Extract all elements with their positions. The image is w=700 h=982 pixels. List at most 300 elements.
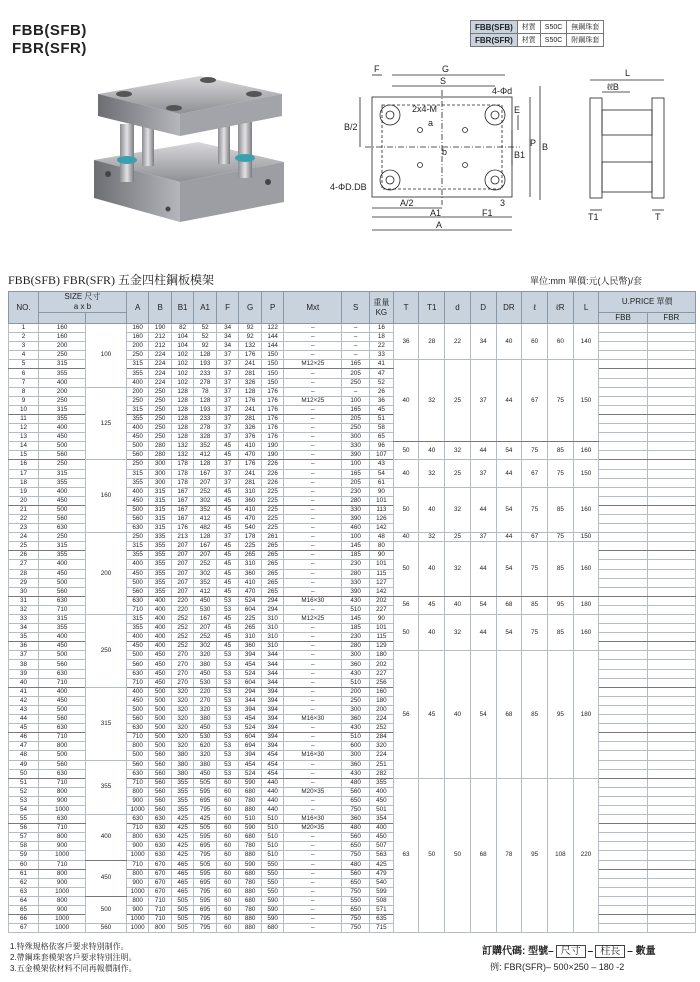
material-label: 材質 — [517, 21, 540, 34]
cell-weight: 450 — [370, 796, 394, 805]
cell-B1: 252 — [171, 615, 194, 624]
cell-no: 39 — [9, 669, 39, 678]
cell-P: 176 — [261, 414, 284, 423]
cell-B1: 207 — [171, 578, 194, 587]
material-note: 附鋼珠套 — [567, 34, 604, 47]
cell-weight: 715 — [370, 924, 394, 933]
cell-B1: 380 — [171, 751, 194, 760]
cell-weight: 16 — [370, 324, 394, 333]
col-Mxt: Mxt — [284, 292, 342, 324]
cell-Mxt: – — [284, 742, 342, 751]
cell-L: 160 — [573, 542, 599, 597]
cell-B1: 270 — [171, 660, 194, 669]
cell-price-fbb — [599, 769, 647, 778]
cell-price-fbr — [647, 569, 695, 578]
cell-D: 37 — [470, 460, 496, 487]
cell-price-fbb — [599, 496, 647, 505]
cell-A: 400 — [126, 633, 149, 642]
table-row — [9, 460, 696, 469]
cell-F: 45 — [216, 442, 239, 451]
cell-L: 140 — [573, 324, 599, 360]
cell-price-fbb — [599, 896, 647, 905]
cell-weight: 41 — [370, 360, 394, 369]
cell-G: 241 — [239, 405, 262, 414]
cell-size-a: 630 — [39, 669, 86, 678]
cell-no: 20 — [9, 496, 39, 505]
cell-price-fbr — [647, 851, 695, 860]
cell-price-fbb — [599, 424, 647, 433]
cell-weight: 48 — [370, 533, 394, 542]
cell-no: 1 — [9, 324, 39, 333]
cell-G: 281 — [239, 414, 262, 423]
spec-table — [8, 291, 696, 933]
cell-no: 58 — [9, 842, 39, 851]
table-subtitle: FBB(SFB) FBR(SFR) 五金四柱鋼板模架 — [8, 273, 215, 287]
cell-price-fbr — [647, 687, 695, 696]
cell-A1: 530 — [194, 678, 217, 687]
cell-G: 326 — [239, 378, 262, 387]
cell-G: 680 — [239, 869, 262, 878]
cell-S: 165 — [342, 405, 370, 414]
cell-Mxt: – — [284, 451, 342, 460]
cell-G: 590 — [239, 824, 262, 833]
cell-price-fbb — [599, 560, 647, 569]
cell-P: 394 — [261, 724, 284, 733]
cell-size-a: 315 — [39, 405, 86, 414]
cell-A: 200 — [126, 342, 149, 351]
cell-weight: 599 — [370, 887, 394, 896]
col-d: d — [445, 292, 471, 324]
cell-A1: 233 — [194, 369, 217, 378]
cell-F: 45 — [216, 487, 239, 496]
cell-price-fbr — [647, 469, 695, 478]
cell-F: 37 — [216, 478, 239, 487]
cell-d: 32 — [445, 615, 471, 651]
cell-G: 394 — [239, 705, 262, 714]
cell-A: 450 — [126, 496, 149, 505]
cell-G: 281 — [239, 478, 262, 487]
cell-A: 800 — [126, 787, 149, 796]
cell-A1: 380 — [194, 715, 217, 724]
cell-A: 710 — [126, 860, 149, 869]
cell-l: 67 — [522, 460, 548, 487]
cell-B: 400 — [149, 633, 172, 642]
cell-size-a: 630 — [39, 524, 86, 533]
cell-weight: 129 — [370, 642, 394, 651]
cell-B: 630 — [149, 833, 172, 842]
cell-S: 330 — [342, 442, 370, 451]
col-T: T — [393, 292, 419, 324]
cell-B1: 220 — [171, 605, 194, 614]
cell-price-fbb — [599, 642, 647, 651]
cell-P: 454 — [261, 769, 284, 778]
cell-A: 630 — [126, 596, 149, 605]
cell-Mxt: M16×30 — [284, 596, 342, 605]
cell-weight: 80 — [370, 542, 394, 551]
cell-weight: 142 — [370, 524, 394, 533]
cell-no: 29 — [9, 578, 39, 587]
col-P: P — [261, 292, 284, 324]
cell-G: 604 — [239, 605, 262, 614]
table-row — [9, 615, 696, 624]
col-G: G — [239, 292, 262, 324]
cell-A1: 52 — [194, 324, 217, 333]
cell-weight: 61 — [370, 478, 394, 487]
cell-A: 710 — [126, 824, 149, 833]
cell-S: 750 — [342, 805, 370, 814]
cell-A: 315 — [126, 360, 149, 369]
cell-G: 680 — [239, 833, 262, 842]
cell-l: 75 — [522, 487, 548, 532]
cell-B1: 128 — [171, 387, 194, 396]
cell-A: 355 — [126, 624, 149, 633]
cell-T1: 40 — [419, 487, 445, 532]
cell-T: 63 — [393, 778, 419, 933]
cell-A: 500 — [126, 578, 149, 587]
cell-price-fbb — [599, 542, 647, 551]
cell-G: 524 — [239, 724, 262, 733]
cell-A1: 220 — [194, 687, 217, 696]
cell-price-fbb — [599, 469, 647, 478]
cell-A: 800 — [126, 869, 149, 878]
cell-price-fbr — [647, 724, 695, 733]
cell-weight: 115 — [370, 633, 394, 642]
cell-B1: 167 — [171, 505, 194, 514]
cell-T1: 45 — [419, 596, 445, 614]
cell-T1: 32 — [419, 533, 445, 542]
cell-no: 7 — [9, 378, 39, 387]
cell-G: 780 — [239, 842, 262, 851]
cell-F: 60 — [216, 851, 239, 860]
cell-A1: 328 — [194, 433, 217, 442]
cell-D: 44 — [470, 442, 496, 460]
cell-Mxt: – — [284, 796, 342, 805]
cell-Mxt: – — [284, 414, 342, 423]
cell-price-fbr — [647, 587, 695, 596]
cell-S: 205 — [342, 369, 370, 378]
cell-F: 34 — [216, 342, 239, 351]
cell-d: 50 — [445, 778, 471, 933]
cell-A: 1000 — [126, 805, 149, 814]
cell-B: 670 — [149, 860, 172, 869]
cell-price-fbb — [599, 615, 647, 624]
cell-price-fbr — [647, 878, 695, 887]
cell-F: 60 — [216, 915, 239, 924]
cell-B1: 102 — [171, 351, 194, 360]
cell-weight: 101 — [370, 624, 394, 633]
cell-F: 60 — [216, 869, 239, 878]
cell-F: 37 — [216, 414, 239, 423]
dim-M: 2x4-M — [412, 104, 438, 114]
cell-F: 45 — [216, 560, 239, 569]
cell-no: 56 — [9, 824, 39, 833]
cell-size-a: 900 — [39, 878, 86, 887]
cell-G: 394 — [239, 751, 262, 760]
cell-A: 1000 — [126, 924, 149, 933]
cell-weight: 284 — [370, 733, 394, 742]
cell-DR: 44 — [496, 533, 522, 542]
cell-A1: 795 — [194, 924, 217, 933]
cell-price-fbb — [599, 414, 647, 423]
cell-Mxt: – — [284, 560, 342, 569]
cell-weight: 507 — [370, 842, 394, 851]
cell-A: 900 — [126, 906, 149, 915]
cell-P: 176 — [261, 405, 284, 414]
cell-price-fbr — [647, 778, 695, 787]
cell-A1: 795 — [194, 851, 217, 860]
dim-A1: A1 — [430, 208, 442, 218]
cell-F: 45 — [216, 624, 239, 633]
cell-B: 560 — [149, 769, 172, 778]
cell-F: 60 — [216, 796, 239, 805]
col-price-fbr: FBR — [647, 313, 695, 324]
cell-price-fbr — [647, 760, 695, 769]
cell-F: 60 — [216, 805, 239, 814]
cell-Mxt: – — [284, 842, 342, 851]
cell-weight: 115 — [370, 569, 394, 578]
cell-price-fbr — [647, 405, 695, 414]
cell-F: 34 — [216, 333, 239, 342]
cell-price-fbb — [599, 724, 647, 733]
cell-size-a: 160 — [39, 324, 86, 333]
cell-S: 250 — [342, 424, 370, 433]
cell-S: 300 — [342, 433, 370, 442]
cell-price-fbb — [599, 505, 647, 514]
cell-weight: 540 — [370, 878, 394, 887]
cell-size-b: 100 — [86, 324, 127, 388]
cell-no: 30 — [9, 587, 39, 596]
cell-B: 300 — [149, 469, 172, 478]
cell-B1: 505 — [171, 896, 194, 905]
cell-no: 61 — [9, 869, 39, 878]
cell-F: 60 — [216, 842, 239, 851]
cell-B: 300 — [149, 478, 172, 487]
cell-no: 43 — [9, 705, 39, 714]
cell-weight: 354 — [370, 815, 394, 824]
cell-A: 250 — [126, 351, 149, 360]
cell-size-a: 1000 — [39, 915, 86, 924]
cell-S: 200 — [342, 687, 370, 696]
notes — [10, 941, 137, 974]
cell-B1: 128 — [171, 396, 194, 405]
cell-price-fbr — [647, 342, 695, 351]
cell-size-a: 560 — [39, 587, 86, 596]
cell-B1: 213 — [171, 533, 194, 542]
cell-size-a: 400 — [39, 487, 86, 496]
cell-S: 330 — [342, 505, 370, 514]
cell-lR: 75 — [547, 460, 573, 487]
cell-price-fbb — [599, 605, 647, 614]
cell-weight: 563 — [370, 851, 394, 860]
cell-l: 85 — [522, 651, 548, 778]
cell-DR: 78 — [496, 778, 522, 933]
cell-price-fbr — [647, 524, 695, 533]
cell-weight: 400 — [370, 824, 394, 833]
cell-weight: 224 — [370, 751, 394, 760]
cell-size-a: 450 — [39, 569, 86, 578]
cell-P: 344 — [261, 651, 284, 660]
cell-F: 60 — [216, 896, 239, 905]
cell-P: 510 — [261, 842, 284, 851]
cell-S: 750 — [342, 915, 370, 924]
cell-B1: 252 — [171, 633, 194, 642]
cell-size-a: 560 — [39, 451, 86, 460]
cell-P: 310 — [261, 624, 284, 633]
cell-A1: 207 — [194, 478, 217, 487]
cell-DR: 54 — [496, 442, 522, 460]
cell-price-fbr — [647, 387, 695, 396]
cell-S: – — [342, 351, 370, 360]
cell-no: 15 — [9, 451, 39, 460]
cell-price-fbb — [599, 669, 647, 678]
cell-F: 53 — [216, 751, 239, 760]
cell-size-a: 630 — [39, 596, 86, 605]
cell-A: 400 — [126, 424, 149, 433]
cell-weight: 18 — [370, 333, 394, 342]
cell-price-fbr — [647, 578, 695, 587]
col-lR: ℓR — [547, 292, 573, 324]
cell-Mxt: – — [284, 733, 342, 742]
cell-A1: 620 — [194, 742, 217, 751]
cell-size-b: 200 — [86, 533, 127, 615]
cell-B1: 132 — [171, 442, 194, 451]
cell-P: 190 — [261, 451, 284, 460]
cell-B1: 102 — [171, 378, 194, 387]
cell-F: 60 — [216, 833, 239, 842]
cell-price-fbr — [647, 624, 695, 633]
cell-size-a: 710 — [39, 733, 86, 742]
cell-G: 880 — [239, 805, 262, 814]
cell-no: 63 — [9, 887, 39, 896]
cell-weight: 52 — [370, 378, 394, 387]
cell-no: 16 — [9, 460, 39, 469]
cell-Mxt: – — [284, 378, 342, 387]
cell-A1: 128 — [194, 351, 217, 360]
cell-F: 37 — [216, 378, 239, 387]
cell-B: 560 — [149, 805, 172, 814]
cell-no: 42 — [9, 696, 39, 705]
cell-A1: 302 — [194, 569, 217, 578]
cell-B1: 355 — [171, 796, 194, 805]
cell-G: 454 — [239, 660, 262, 669]
cell-price-fbb — [599, 924, 647, 933]
cell-G: 470 — [239, 514, 262, 523]
cell-weight: 224 — [370, 715, 394, 724]
cell-S: 600 — [342, 742, 370, 751]
cell-S: 280 — [342, 642, 370, 651]
cell-DR: 54 — [496, 487, 522, 532]
cell-G: 880 — [239, 887, 262, 896]
cell-weight: 450 — [370, 833, 394, 842]
cell-price-fbb — [599, 915, 647, 924]
cell-B1: 167 — [171, 514, 194, 523]
cell-S: 100 — [342, 396, 370, 405]
cell-D: 37 — [470, 360, 496, 442]
table-row — [9, 324, 696, 333]
cell-B: 315 — [149, 496, 172, 505]
cell-lR: 85 — [547, 542, 573, 597]
order-dash: – — [587, 946, 594, 957]
cell-S: 360 — [342, 660, 370, 669]
cell-A: 500 — [126, 705, 149, 714]
cell-size-a: 500 — [39, 651, 86, 660]
cell-B: 355 — [149, 587, 172, 596]
cell-G: 694 — [239, 742, 262, 751]
cell-A1: 695 — [194, 796, 217, 805]
cell-P: 550 — [261, 887, 284, 896]
cell-size-b: 560 — [86, 924, 127, 933]
cell-size-a: 200 — [39, 342, 86, 351]
cell-DR: 44 — [496, 460, 522, 487]
note-item: 3.五金模架依材料不同再報價制作。 — [10, 964, 137, 973]
cell-F: 53 — [216, 687, 239, 696]
cell-S: 390 — [342, 514, 370, 523]
cell-price-fbr — [647, 769, 695, 778]
cell-A1: 128 — [194, 396, 217, 405]
cell-price-fbb — [599, 715, 647, 724]
cell-S: 430 — [342, 596, 370, 605]
cell-price-fbb — [599, 778, 647, 787]
cell-Mxt: – — [284, 342, 342, 351]
cell-Mxt: M16×30 — [284, 751, 342, 760]
cell-weight: 400 — [370, 787, 394, 796]
cell-A1: 380 — [194, 760, 217, 769]
cell-no: 65 — [9, 906, 39, 915]
cell-size-a: 450 — [39, 496, 86, 505]
cell-weight: 107 — [370, 451, 394, 460]
cell-price-fbb — [599, 860, 647, 869]
cell-price-fbb — [599, 569, 647, 578]
cell-price-fbb — [599, 360, 647, 369]
cell-F: 45 — [216, 514, 239, 523]
cell-price-fbr — [647, 442, 695, 451]
cell-Mxt: M12×25 — [284, 396, 342, 405]
cell-size-a: 250 — [39, 533, 86, 542]
cell-A1: 380 — [194, 660, 217, 669]
cell-F: 45 — [216, 451, 239, 460]
material-model: FBR(SFR) — [471, 34, 518, 47]
cell-DR: 54 — [496, 542, 522, 597]
title-fbb: FBB(SFB) — [12, 22, 87, 39]
dim-F1: F1 — [482, 208, 493, 218]
cell-B1: 505 — [171, 924, 194, 933]
cell-size-a: 900 — [39, 842, 86, 851]
cell-price-fbb — [599, 733, 647, 742]
cell-G: 780 — [239, 906, 262, 915]
cell-B: 670 — [149, 878, 172, 887]
cell-price-fbb — [599, 705, 647, 714]
dim-F: F — [374, 64, 380, 74]
cell-S: 480 — [342, 778, 370, 787]
cell-no: 48 — [9, 751, 39, 760]
cell-price-fbb — [599, 696, 647, 705]
cell-B: 500 — [149, 724, 172, 733]
cell-size-a: 400 — [39, 560, 86, 569]
note-item: 2.帶鋼珠套模架客戶要求特別注明。 — [10, 953, 137, 962]
cell-price-fbr — [647, 742, 695, 751]
cell-G: 410 — [239, 578, 262, 587]
cell-size-a: 315 — [39, 542, 86, 551]
cell-size-a: 900 — [39, 796, 86, 805]
cell-B1: 207 — [171, 542, 194, 551]
cell-B: 450 — [149, 669, 172, 678]
cell-Mxt: M12×25 — [284, 360, 342, 369]
cell-B1: 270 — [171, 651, 194, 660]
cell-P: 150 — [261, 369, 284, 378]
cell-B1: 320 — [171, 733, 194, 742]
cell-d: 40 — [445, 651, 471, 778]
cell-B: 355 — [149, 551, 172, 560]
